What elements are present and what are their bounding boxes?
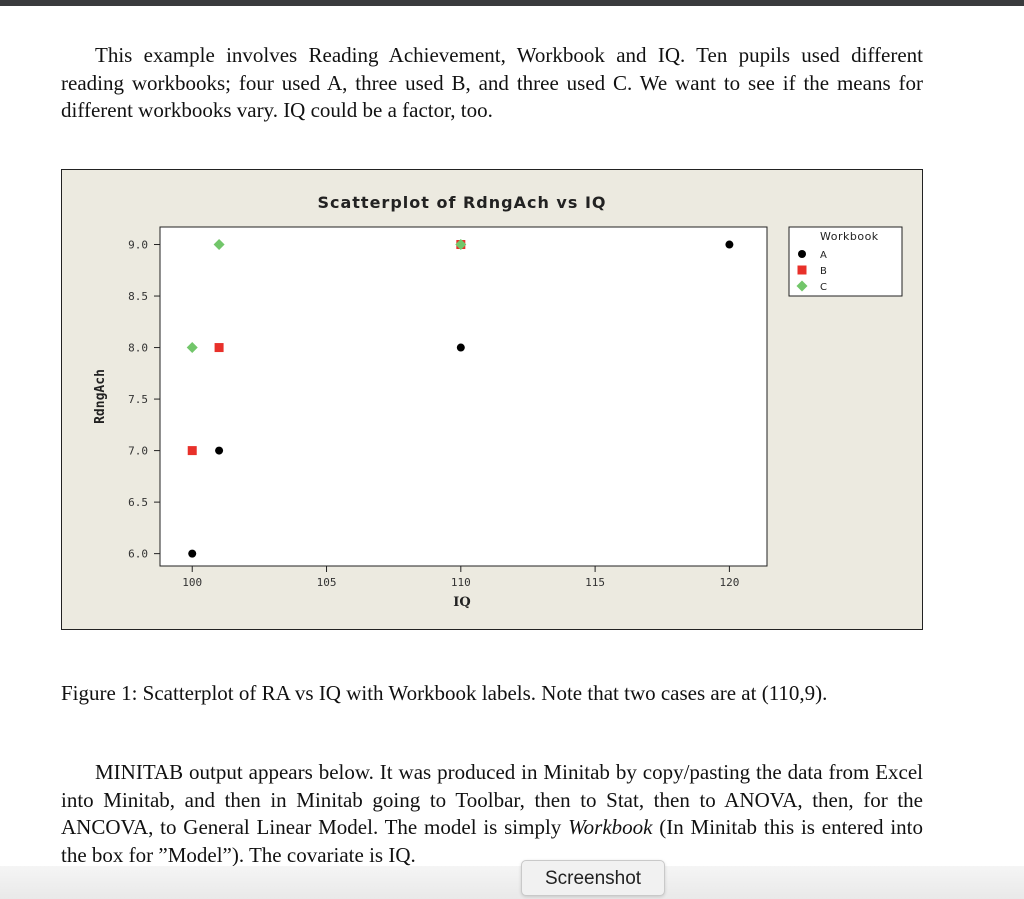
- y-tick-label: 6.5: [128, 496, 148, 510]
- y-tick-label: 7.5: [128, 393, 148, 407]
- legend-marker-a: [798, 250, 806, 258]
- plot-area: [160, 227, 767, 566]
- legend-label-c: C: [820, 282, 827, 293]
- y-tick-label: 8.0: [128, 341, 148, 355]
- data-point-b: [215, 343, 224, 352]
- intro-paragraph: This example involves Reading Achievement, Workbook and IQ. Ten pupils used different reading workbooks; four used A, three used B, and three used C. We want to see if the means for different workbooks vary. IQ could be a factor, too.: [61, 43, 923, 122]
- figure-caption: Figure 1: Scatterplot of RA vs IQ with Workbook labels. Note that two cases are at (110,9).: [61, 681, 828, 705]
- minitab-text-italic: Workbook: [568, 815, 653, 839]
- minitab-text-after: (In Minitab this is entered into the box for ”Model”). The covariate is IQ.: [61, 815, 924, 867]
- x-axis-label: IQ: [453, 595, 471, 610]
- scatterplot-figure: [61, 169, 923, 630]
- legend-title: Workbook: [820, 230, 879, 243]
- y-axis-label: RdngAch: [93, 369, 108, 424]
- screenshot-tooltip: Screenshot: [521, 860, 665, 896]
- legend-marker-b: [798, 266, 807, 275]
- x-tick-label: 115: [585, 576, 606, 589]
- data-point-a: [725, 241, 733, 249]
- y-tick-label: 8.5: [128, 290, 148, 304]
- y-tick-label: 9.0: [128, 238, 148, 252]
- minitab-paragraph: [61, 759, 923, 869]
- chart-title: Scatterplot of RdngAch vs IQ: [317, 193, 607, 212]
- y-tick-label: 7.0: [128, 444, 148, 458]
- x-tick-label: 120: [719, 576, 740, 589]
- top-bar: [0, 0, 1024, 6]
- data-point-a: [215, 447, 223, 455]
- data-point-a: [188, 550, 196, 558]
- data-point-b: [188, 446, 197, 455]
- y-tick-label: 6.0: [128, 547, 148, 561]
- scatterplot-chart: [62, 170, 922, 629]
- x-tick-label: 110: [450, 576, 471, 589]
- legend-label-a: A: [820, 250, 827, 261]
- minitab-text-before: MINITAB output appears below. It was produced in Minitab by copy/pasting the data from Excel into Minitab, and then in Minitab going to Toolbar, then to Stat, then to ANOVA, then, for the ANCOVA, to General Linear Model. The model is simply: [61, 760, 923, 839]
- x-tick-label: 105: [316, 576, 337, 589]
- x-tick-label: 100: [182, 576, 203, 589]
- legend-label-b: B: [820, 266, 827, 277]
- bottom-toolbar: [0, 866, 1024, 899]
- data-point-a: [457, 344, 465, 352]
